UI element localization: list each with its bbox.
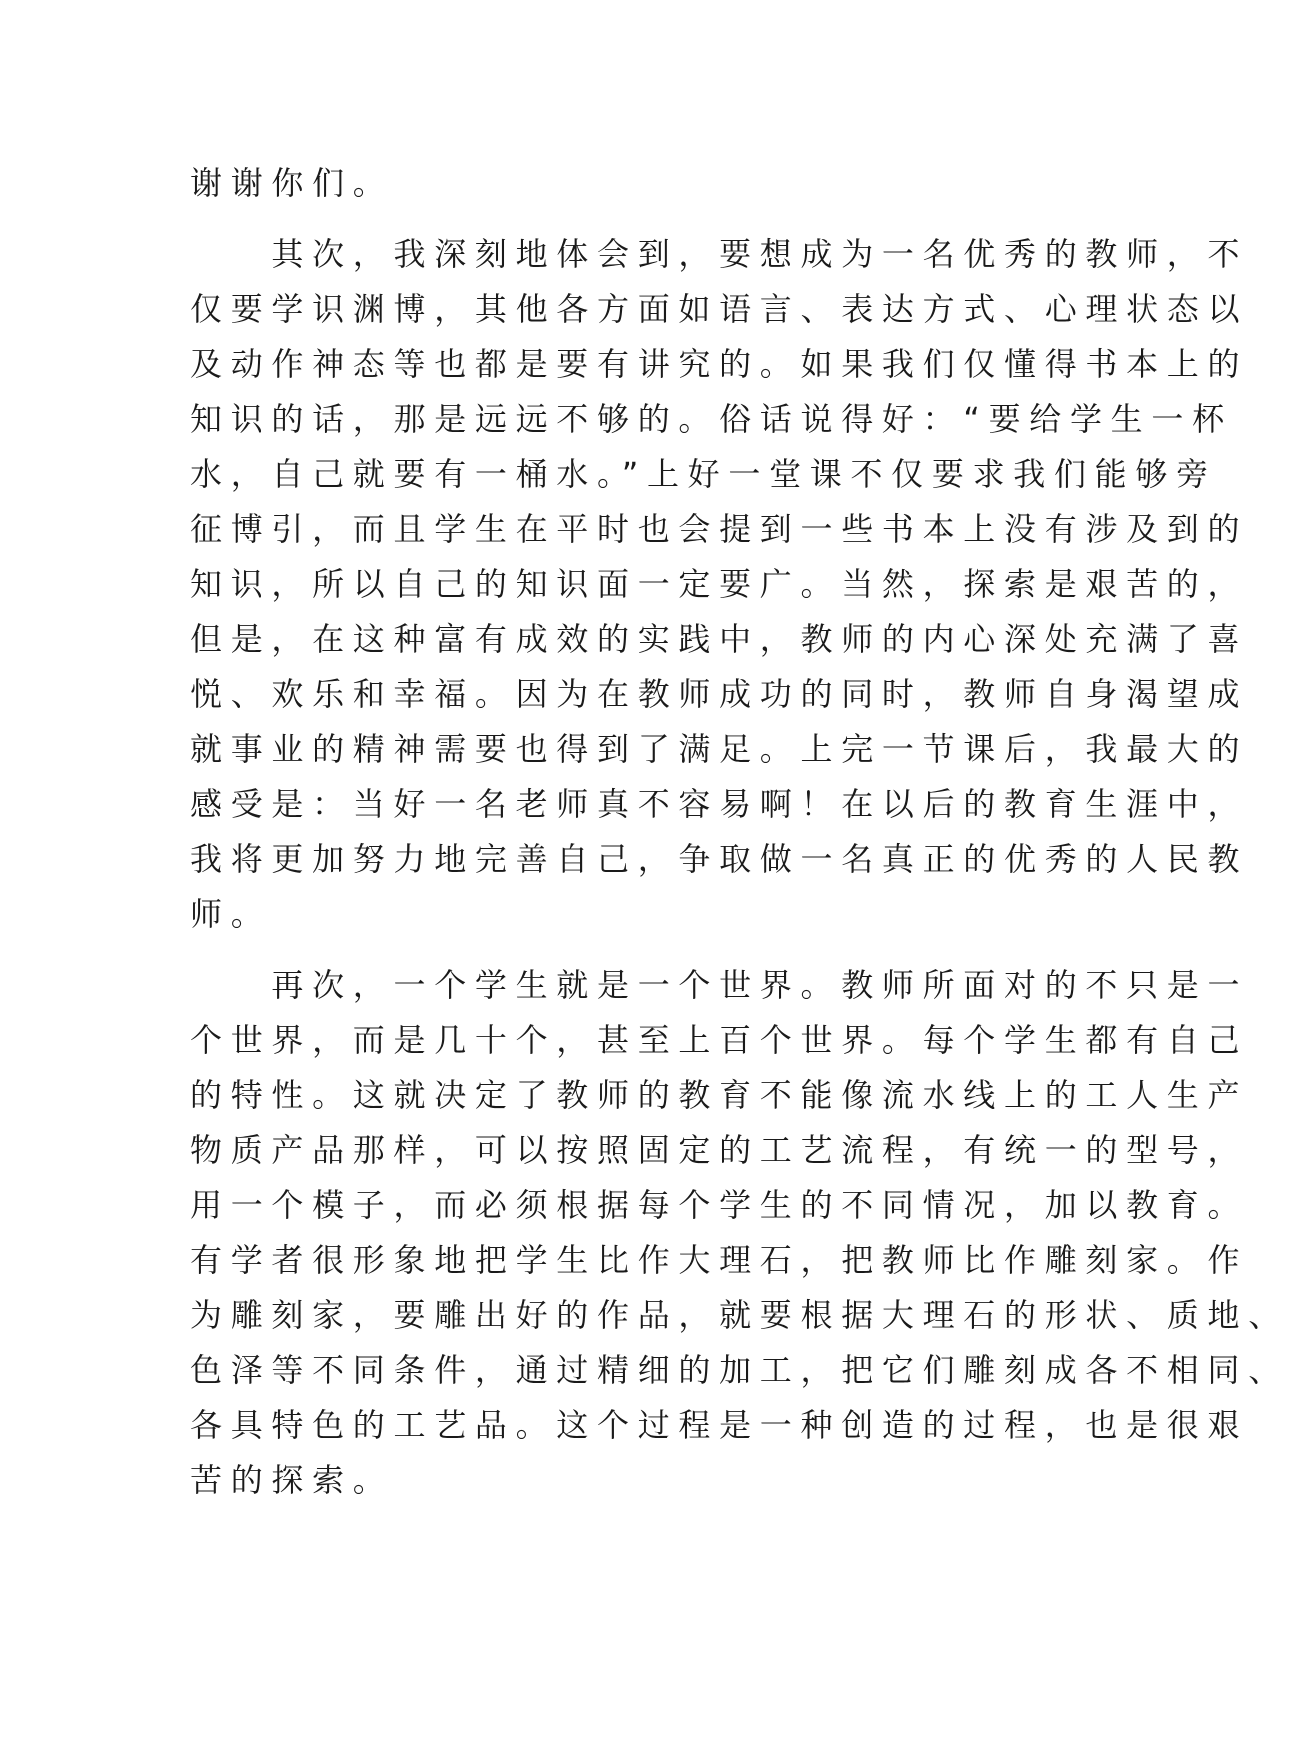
text-line: 的特性。这就决定了教师的教育不能像流水线上的工人生产 [190, 1076, 1249, 1114]
text-line: 知识的话，那是远远不够的。俗话说得好：“要给学生一杯 [190, 400, 1233, 438]
paragraph-closing [190, 156, 1052, 211]
text-line: 再次，一个学生就是一个世界。教师所面对的不只是一 [190, 966, 1249, 1004]
text-line: 用一个模子，而必须根据每个学生的不同情况，加以教育。 [190, 1186, 1249, 1224]
text-line: 个世界，而是几十个，甚至上百个世界。每个学生都有自己 [190, 1021, 1249, 1059]
text-line: 为雕刻家，要雕出好的作品，就要根据大理石的形状、质地、 [190, 1296, 1289, 1334]
text-line: 有学者很形象地把学生比作大理石，把教师比作雕刻家。作 [190, 1241, 1249, 1279]
paragraph-gap [190, 211, 1052, 227]
text-line: 师。 [190, 895, 272, 933]
body-text [190, 156, 1289, 1508]
text-line: 征博引，而且学生在平时也会提到一些书本上没有涉及到的 [190, 510, 1249, 548]
text-line: 物质产品那样，可以按照固定的工艺流程，有统一的型号， [190, 1131, 1249, 1169]
text-line: 苦的探索。 [190, 1461, 394, 1499]
paragraph-third-point [190, 958, 1289, 1508]
text-line: 悦、欢乐和幸福。因为在教师成功的同时，教师自身渴望成 [190, 675, 1249, 713]
text-line: 知识，所以自己的知识面一定要广。当然，探索是艰苦的， [190, 565, 1249, 603]
text-line: 感受是：当好一名老师真不容易啊！在以后的教育生涯中， [190, 785, 1249, 823]
text-line: 水，自己就要有一桶水。”上好一堂课不仅要求我们能够旁 [190, 455, 1217, 493]
text-line: 其次，我深刻地体会到，要想成为一名优秀的教师，不 [190, 235, 1249, 273]
text-line: 各具特色的工艺品。这个过程是一种创造的过程，也是很艰 [190, 1406, 1249, 1444]
text-line: 色泽等不同条件，通过精细的加工，把它们雕刻成各不相同、 [190, 1351, 1289, 1389]
text-line: 就事业的精神需要也得到了满足。上完一节课后，我最大的 [190, 730, 1249, 768]
paragraph-second-point [190, 227, 1249, 942]
text-line: 及动作神态等也都是要有讲究的。如果我们仅懂得书本上的 [190, 345, 1249, 383]
text-line: 仅要学识渊博，其他各方面如语言、表达方式、心理状态以 [190, 290, 1249, 328]
text-line: 我将更加努力地完善自己，争取做一名真正的优秀的人民教 [190, 840, 1249, 878]
paragraph-gap [190, 942, 1052, 958]
text-line: 谢谢你们。 [190, 164, 394, 202]
text-line: 但是，在这种富有成效的实践中，教师的内心深处充满了喜 [190, 620, 1249, 658]
